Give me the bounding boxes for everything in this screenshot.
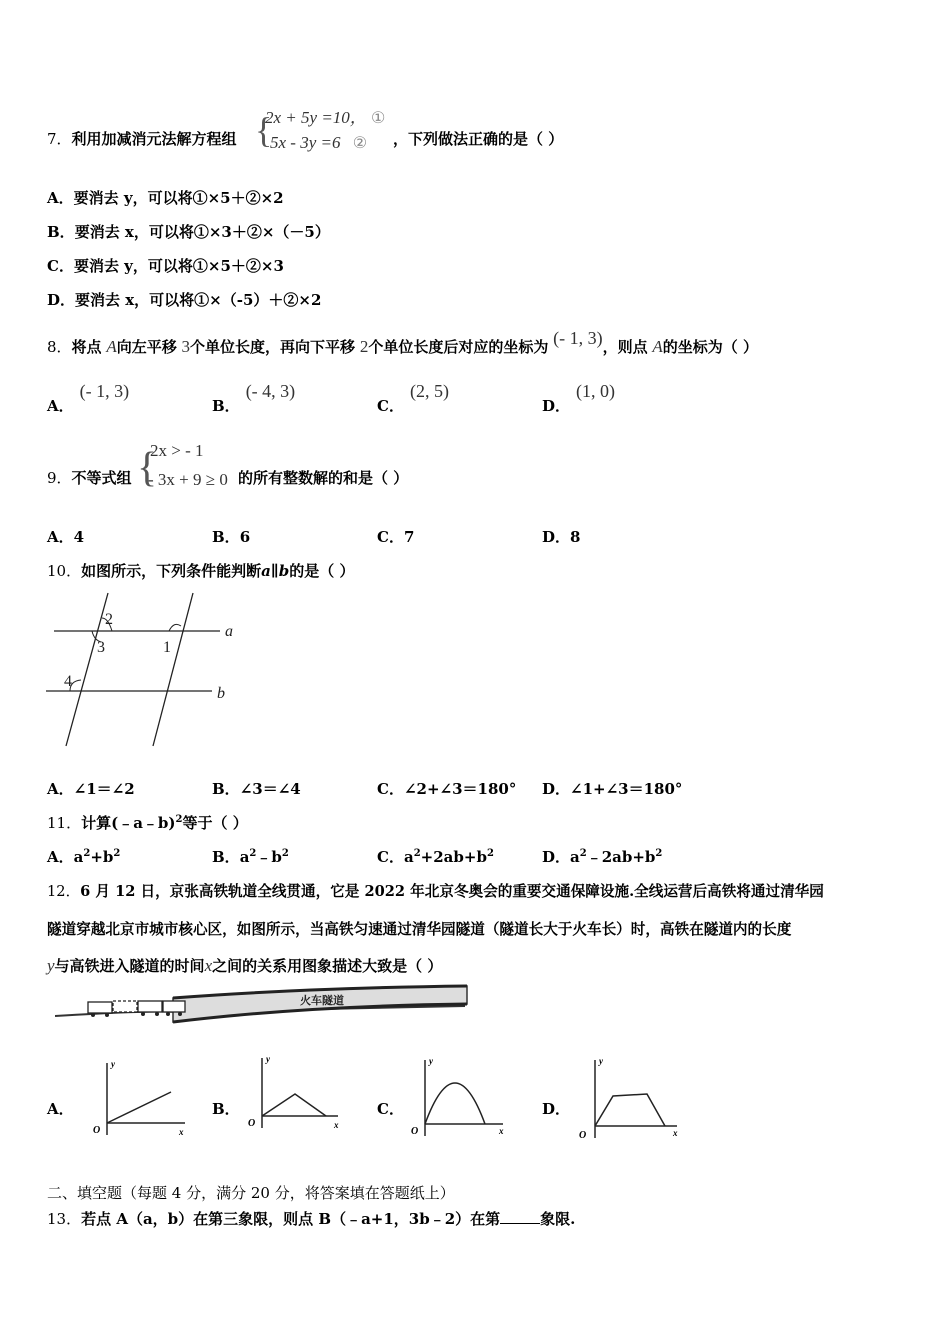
q11-option-d-pre: a: [570, 848, 580, 866]
q8-text-4: 个单位长度后对应的坐标为: [368, 338, 549, 356]
q7-brace: {: [255, 110, 273, 150]
axis-x-label: x: [334, 1120, 339, 1130]
q9-tail: 的所有整数解的和是（ ）: [238, 469, 409, 487]
q11-option-c-mid: +2ab+b: [420, 848, 487, 866]
q8-text-2: 向左平移: [116, 338, 177, 356]
q11-option-a-pre: a: [73, 848, 84, 866]
label-1: 1: [163, 639, 171, 656]
q9-option-d-text: 8: [570, 528, 581, 546]
axis-y-label: y: [429, 1056, 433, 1066]
axis-x-label: x: [673, 1128, 678, 1138]
q12-var-y: y: [47, 956, 55, 975]
q10-option-b[interactable]: [212, 778, 301, 799]
train-car-4: [163, 1001, 185, 1012]
q13-number: 13．: [47, 1210, 82, 1228]
q8-option-c[interactable]: [377, 381, 449, 415]
q9-option-a-text: 4: [73, 528, 85, 546]
q8-option-d[interactable]: [542, 381, 616, 415]
q11-option-d-sup2: 2: [655, 848, 663, 859]
q11-option-b[interactable]: [212, 846, 289, 867]
q7-tail: ，下列做法正确的是（ ）: [393, 130, 564, 148]
q8-option-a-label: A．: [47, 397, 74, 415]
q11-stem-sup: 2: [175, 814, 183, 825]
q7-option-d-label: D．: [47, 291, 76, 309]
q13-text-b: 象限.: [540, 1210, 576, 1228]
q12-line3a: 与高铁进入隧道的时间: [54, 957, 205, 975]
q10-stem-var: a∥b: [261, 562, 290, 580]
q11-option-c-sup1: 2: [413, 848, 421, 859]
q9-option-b[interactable]: [212, 526, 250, 547]
graph-line: [262, 1094, 326, 1116]
axis-y-label: y: [111, 1059, 115, 1069]
q10-option-c-label: C．: [377, 780, 404, 798]
q11-stem-a: 计算(﹣a﹣b): [81, 814, 176, 832]
q12-option-c-label[interactable]: C．: [377, 1100, 404, 1118]
label-b: b: [217, 685, 225, 702]
axis-x-label: x: [499, 1126, 504, 1136]
wheel: [178, 1012, 182, 1016]
q12-line1: [47, 880, 824, 901]
q7-option-a-label: A．: [47, 189, 74, 207]
q10-figure: [40, 588, 250, 753]
q8-var-a: A: [106, 337, 117, 356]
q9-option-d-label: D．: [542, 528, 571, 546]
wheel: [91, 1013, 95, 1017]
wheel: [166, 1012, 170, 1016]
q11-option-b-sup1: 2: [249, 848, 257, 859]
q8-option-a[interactable]: [47, 381, 130, 415]
q9-ineq1: 2x > - 1: [150, 441, 204, 460]
q9-option-d[interactable]: [542, 526, 580, 547]
q8-var-a2: A: [652, 337, 663, 356]
graph-curve: [425, 1083, 485, 1124]
q8-text-1: 将点: [71, 338, 102, 356]
tunnel-label: 火车隧道: [300, 995, 344, 1007]
q8-text-3: 个单位长度，再向下平移: [190, 338, 356, 356]
q10-option-d-text: ∠1+∠3＝180°: [570, 780, 683, 798]
origin-label: O: [248, 1118, 256, 1129]
q11-stem: [47, 812, 248, 833]
q12-number: 12．: [47, 883, 81, 900]
q7-option-d[interactable]: [47, 289, 321, 310]
train-car-1: [88, 1002, 112, 1013]
q9-option-b-label: B．: [212, 528, 240, 546]
q12-var-x: x: [204, 956, 213, 975]
q11-option-a-sup2: 2: [113, 848, 121, 859]
q11-option-c[interactable]: [377, 846, 494, 867]
q8-option-c-label: C．: [377, 397, 404, 415]
q9-option-b-text: 6: [239, 528, 251, 546]
q11-option-a-label: A．: [47, 848, 74, 866]
q11-option-a-sup1: 2: [83, 848, 91, 859]
q10-option-d-label: D．: [542, 780, 571, 798]
q11-option-d-mid: ﹣2ab+b: [586, 848, 656, 866]
q7-eq2-text: 5x - 3y =6: [270, 133, 341, 152]
q8-num-3: 3: [181, 337, 191, 356]
q10-option-d[interactable]: [542, 778, 682, 799]
q12-line3: [47, 955, 442, 976]
q8-coord: (- 1, 3): [553, 328, 603, 348]
q11-option-a[interactable]: [47, 846, 120, 867]
q9-stem: [47, 467, 132, 488]
q11-option-c-pre: a: [403, 848, 414, 866]
q12-tunnel-figure: [55, 984, 475, 1026]
graph-line: [595, 1094, 665, 1126]
q8-option-d-label: D．: [542, 397, 571, 415]
angle-1-arc: [169, 624, 181, 631]
q11-option-c-sup2: 2: [486, 848, 494, 859]
q8-stem: [47, 328, 759, 357]
q7-option-d-text: 要消去 x，可以将①×（-5）＋②×2: [75, 291, 322, 309]
q7-option-b-label: B．: [47, 223, 75, 241]
q7-eq1-text: 2x + 5y =10，: [265, 108, 367, 127]
label-4: 4: [64, 673, 72, 690]
q8-text-5: ，则点: [602, 338, 648, 356]
q10-stem-b: 的是（ ）: [289, 562, 355, 580]
transversal-right: [153, 593, 193, 746]
q7-option-c-label: C．: [47, 257, 74, 275]
q9-brace: {: [137, 445, 158, 491]
axis-x-label: x: [179, 1127, 184, 1137]
q7-eq2: [270, 133, 367, 153]
q12-option-d-label[interactable]: D．: [542, 1100, 571, 1118]
q9-option-c-label: C．: [377, 528, 404, 546]
q9-option-a-label: A．: [47, 528, 74, 546]
q11-option-a-mid: +b: [90, 848, 114, 866]
graph-line: [107, 1092, 171, 1123]
q9-ineq2: - 3x + 9 ≥ 0: [148, 470, 228, 489]
q11-option-c-label: C．: [377, 848, 404, 866]
q7-option-a-text: 要消去 y，可以将①×5＋②×2: [73, 189, 284, 207]
q8-number: 8．: [47, 338, 72, 356]
q7-option-c[interactable]: [47, 255, 284, 276]
q11-option-d-label: D．: [542, 848, 571, 866]
q12-graph-c[interactable]: [405, 1052, 515, 1140]
q10-option-c[interactable]: [377, 778, 516, 799]
q12-option-a-label[interactable]: A．: [47, 1100, 74, 1118]
origin-label: O: [411, 1126, 419, 1137]
q10-option-a[interactable]: [47, 778, 135, 799]
q7-option-b[interactable]: [47, 221, 330, 242]
q9-stem-text: 不等式组: [71, 469, 132, 487]
q8-option-b-label: B．: [212, 397, 240, 415]
q11-number: 11．: [47, 814, 82, 832]
q11-option-b-label: B．: [212, 848, 240, 866]
q12-graph-a[interactable]: [85, 1055, 195, 1140]
q8-option-b[interactable]: [212, 381, 296, 415]
wheel: [105, 1013, 109, 1017]
q7-number: 7．: [47, 130, 72, 148]
train-car-3: [138, 1001, 162, 1012]
q8-option-b-value: (- 4, 3): [245, 381, 296, 401]
q8-num-2: 2: [359, 337, 369, 356]
q11-stem-b: 等于（ ）: [182, 814, 248, 832]
q11-option-d[interactable]: [542, 846, 662, 867]
q9-number: 9．: [47, 469, 72, 487]
q13-answer-blank[interactable]: [500, 1209, 540, 1224]
axis-y-label: y: [599, 1056, 603, 1066]
q12-line3b: 之间的关系用图象描述大致是（ ）: [212, 957, 443, 975]
q7-stem-text: 利用加减消元法解方程组: [71, 130, 237, 148]
q9-option-a[interactable]: [47, 526, 84, 547]
label-a: a: [225, 623, 233, 640]
q12-option-b-label[interactable]: B．: [212, 1100, 240, 1118]
wheel: [141, 1012, 145, 1016]
q10-stem-a: 如图所示，下列条件能判断: [81, 562, 262, 580]
q7-eq1-mark: ①: [371, 110, 386, 127]
section-2-title: 二、填空题（每题 4 分，满分 20 分，将答案填在答题纸上）: [47, 1184, 455, 1202]
label-2: 2: [105, 611, 113, 628]
transversal-left: [66, 593, 108, 746]
q7-stem: [47, 128, 237, 149]
q10-stem: [47, 560, 355, 581]
q13-text-a: 若点 A（a，b）在第三象限，则点 B（﹣a+1，3b﹣2）在第: [81, 1210, 501, 1228]
q10-option-b-text: ∠3＝∠4: [239, 780, 301, 798]
q10-option-a-text: ∠1＝∠2: [73, 780, 135, 798]
q8-option-c-value: (2, 5): [409, 381, 449, 401]
q9-option-c[interactable]: [377, 526, 414, 547]
axis-y-label: y: [266, 1054, 270, 1064]
q7-option-b-text: 要消去 x，可以将①×3＋②×（－5）: [74, 223, 330, 241]
q9-option-c-text: 7: [403, 528, 415, 546]
q11-option-b-pre: a: [239, 848, 250, 866]
q13-stem: [47, 1208, 575, 1229]
q10-option-a-label: A．: [47, 780, 74, 798]
q8-text-6: 的坐标为（ ）: [662, 338, 759, 356]
origin-label: O: [93, 1125, 101, 1136]
q10-option-b-label: B．: [212, 780, 240, 798]
origin-label: O: [579, 1130, 587, 1141]
train-car-2: [113, 1001, 137, 1012]
q12-line2: 隧道穿越北京市城市核心区，如图所示，当高铁匀速通过清华园隧道（隧道长大于火车长）时，高铁在隧道内的长度: [47, 921, 792, 938]
q10-number: 10．: [47, 562, 82, 580]
q11-option-b-sup2: 2: [281, 848, 289, 859]
q10-option-c-text: ∠2+∠3＝180°: [403, 780, 517, 798]
q12-line1-text: 6 月 12 日，京张高铁轨道全线贯通，它是 2022 年北京冬奥会的重要交通保障设施.全线运营后高铁将通过清华园: [80, 883, 824, 900]
q11-option-b-mid: ﹣b: [256, 848, 282, 866]
q12-graph-d[interactable]: [575, 1052, 690, 1144]
q7-eq2-mark: ②: [352, 135, 368, 152]
q7-option-c-text: 要消去 y，可以将①×5＋②×3: [73, 257, 284, 275]
q8-option-d-value: (1, 0): [576, 381, 616, 401]
label-3: 3: [97, 639, 105, 656]
q7-eq1: [265, 103, 385, 128]
q11-option-d-sup1: 2: [579, 848, 587, 859]
wheel: [155, 1012, 159, 1016]
q12-graph-b[interactable]: [240, 1050, 350, 1135]
q7-option-a[interactable]: [47, 187, 284, 208]
q8-option-a-value: (- 1, 3): [79, 381, 130, 401]
